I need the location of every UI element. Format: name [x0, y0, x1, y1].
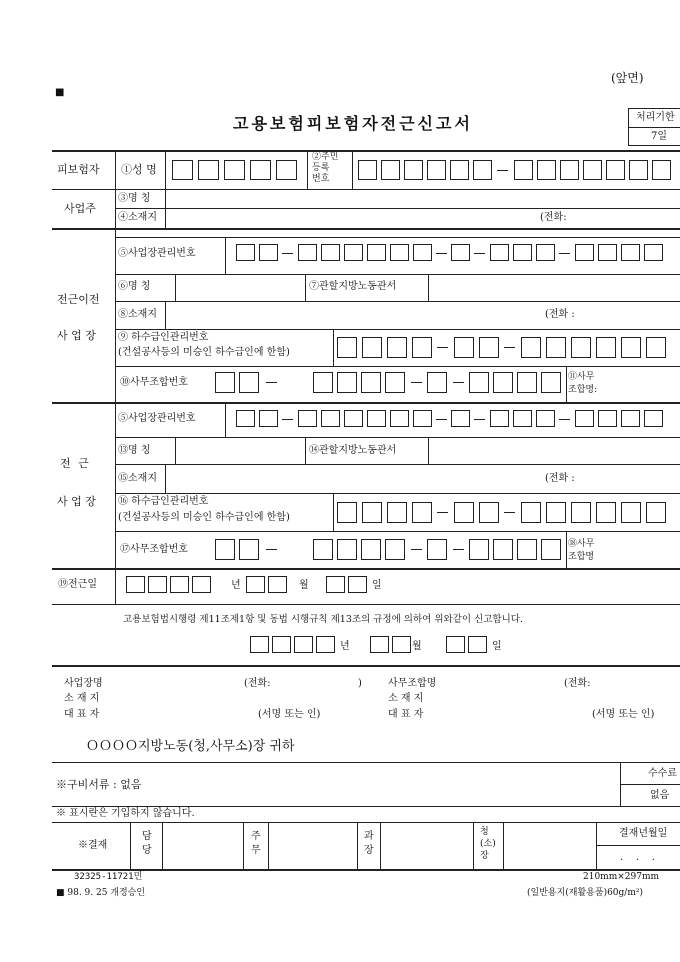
before-sub-no-note: (건설공사등의 미승인 하수급인에 한함) — [118, 347, 290, 358]
page-side-label: (앞면) — [611, 71, 644, 85]
before-name-label: ⑥명 칭 — [118, 281, 151, 292]
employer-sign-address-label: 소 재 지 — [64, 693, 100, 704]
after-address-label: ⑮소재지 — [118, 473, 157, 484]
insured-section-label: 피보험자 — [57, 163, 100, 176]
declaration-month-label: 월 — [412, 641, 422, 652]
form-title: 고용보험피보험자전근신고서 — [233, 114, 473, 133]
approval-note: ※ 표시란은 기입하지 않습니다. — [56, 808, 195, 819]
declaration-text: 고용보험법시행령 제11조제1항 및 동법 시행규칙 제13조의 규정에 의하여 위와같이 신고합니다. — [123, 614, 523, 625]
union-sign-address-label: 소 재 지 — [388, 693, 424, 704]
insured-name-label: ①성 명 — [121, 163, 157, 176]
before-phone-label: (전화 : — [545, 309, 575, 320]
paper-size: 210mm×297mm — [583, 872, 660, 882]
before-office-label: ⑦관할지방노동관서 — [309, 281, 397, 292]
before-address-label: ⑧소재지 — [118, 309, 157, 320]
before-section-label-1: 전근이전 — [57, 293, 100, 306]
before-union-name-label: ⑪사무 조합명: — [568, 372, 598, 395]
declaration-year-label: 년 — [340, 641, 350, 652]
transfer-date-year-label: 년 — [231, 580, 241, 591]
before-section-label-2: 사 업 장 — [57, 329, 96, 342]
insured-name-field[interactable] — [172, 158, 302, 180]
header-bullet: ■ — [55, 87, 65, 98]
fee-label: 수수료 — [648, 768, 677, 779]
employer-phone-label: (전화: — [540, 212, 567, 223]
approval-date-label: 결재년월일 — [619, 828, 668, 839]
approval-revision: ■ 98. 9. 25 개정승인 — [56, 888, 146, 898]
after-mgmt-no-field[interactable] — [236, 410, 676, 430]
required-documents: ※구비서류 : 없음 — [56, 778, 142, 791]
approval-date-value: . . . — [620, 852, 655, 863]
employer-name-label: ③명 칭 — [118, 193, 151, 204]
processing-period-value: 7일 — [651, 131, 668, 142]
declaration-day-label: 일 — [492, 641, 502, 652]
approval-label: ※결재 — [78, 840, 108, 851]
transfer-date-label: ⑲전근일 — [58, 579, 97, 590]
after-section-label-2: 사 업 장 — [57, 495, 96, 508]
before-sub-no-label: ⑨ 하수급인관리번호 — [118, 332, 209, 343]
insured-rrn-field[interactable] — [358, 158, 678, 182]
before-mgmt-no-label: ⑤사업장관리번호 — [118, 248, 196, 259]
union-sign-seal-label: (서명 또는 인) — [592, 709, 655, 720]
before-mgmt-no-field[interactable] — [236, 244, 676, 264]
union-sign-rep-label: 대 표 자 — [388, 709, 424, 720]
form-number: 32325-11721민 — [74, 872, 143, 882]
employer-sign-rep-label: 대 표 자 — [64, 709, 100, 720]
transfer-date-day-label: 일 — [372, 580, 382, 591]
before-union-no-label: ⑩사무조합번호 — [120, 377, 188, 388]
approval-director-cell: 청 (소) 장 — [480, 827, 496, 861]
employer-sign-phone-label: (전화: — [244, 678, 271, 689]
after-union-no-label: ⑰사무조합번호 — [120, 544, 188, 555]
employer-sign-name-label: 사업장명 — [64, 678, 103, 689]
before-union-no-field[interactable] — [215, 372, 565, 394]
processing-period-label: 처리기한 — [636, 112, 675, 123]
employer-section-label: 사업주 — [64, 202, 96, 215]
paper-type: (일반용지(재활용품)60g/m²) — [527, 888, 643, 898]
addressee: ＯＯＯＯ지방노동(청,사무소)장 귀하 — [86, 739, 295, 754]
approval-chief-cell: 주 무 — [251, 831, 261, 856]
insured-rrn-label: ②주민 등록 번호 — [312, 152, 339, 184]
after-union-name-label: ⑱사무 조합명 — [568, 539, 595, 562]
transfer-date-month-label: 월 — [299, 580, 309, 591]
union-sign-phone-label: (전화: — [564, 678, 591, 689]
approval-officer-cell: 담 당 — [142, 831, 152, 856]
employer-sign-phone-close: ) — [358, 678, 362, 689]
employer-sign-seal-label: (서명 또는 인) — [258, 709, 321, 720]
employer-address-label: ④소재지 — [118, 212, 157, 223]
after-name-label: ⑬명 칭 — [118, 445, 151, 456]
declaration-date-field[interactable] — [250, 636, 510, 656]
union-sign-name-label: 사무조합명 — [388, 678, 437, 689]
after-sub-no-field[interactable] — [337, 502, 680, 524]
after-sub-no-label: ⑯ 하수급인관리번호 — [118, 496, 209, 507]
after-union-no-field[interactable] — [215, 539, 565, 561]
fee-value: 없음 — [650, 790, 670, 801]
after-sub-no-note: (건설공사등의 미승인 하수급인에 한함) — [118, 512, 290, 523]
after-phone-label: (전화 : — [545, 473, 575, 484]
before-sub-no-field[interactable] — [337, 337, 680, 359]
approval-manager-cell: 과 장 — [364, 831, 374, 856]
after-section-label-1: 전 근 — [60, 457, 91, 470]
after-office-label: ⑭관할지방노동관서 — [309, 445, 397, 456]
after-mgmt-no-label: ⑤사업장관리번호 — [118, 413, 196, 424]
transfer-date-field[interactable] — [126, 576, 396, 596]
